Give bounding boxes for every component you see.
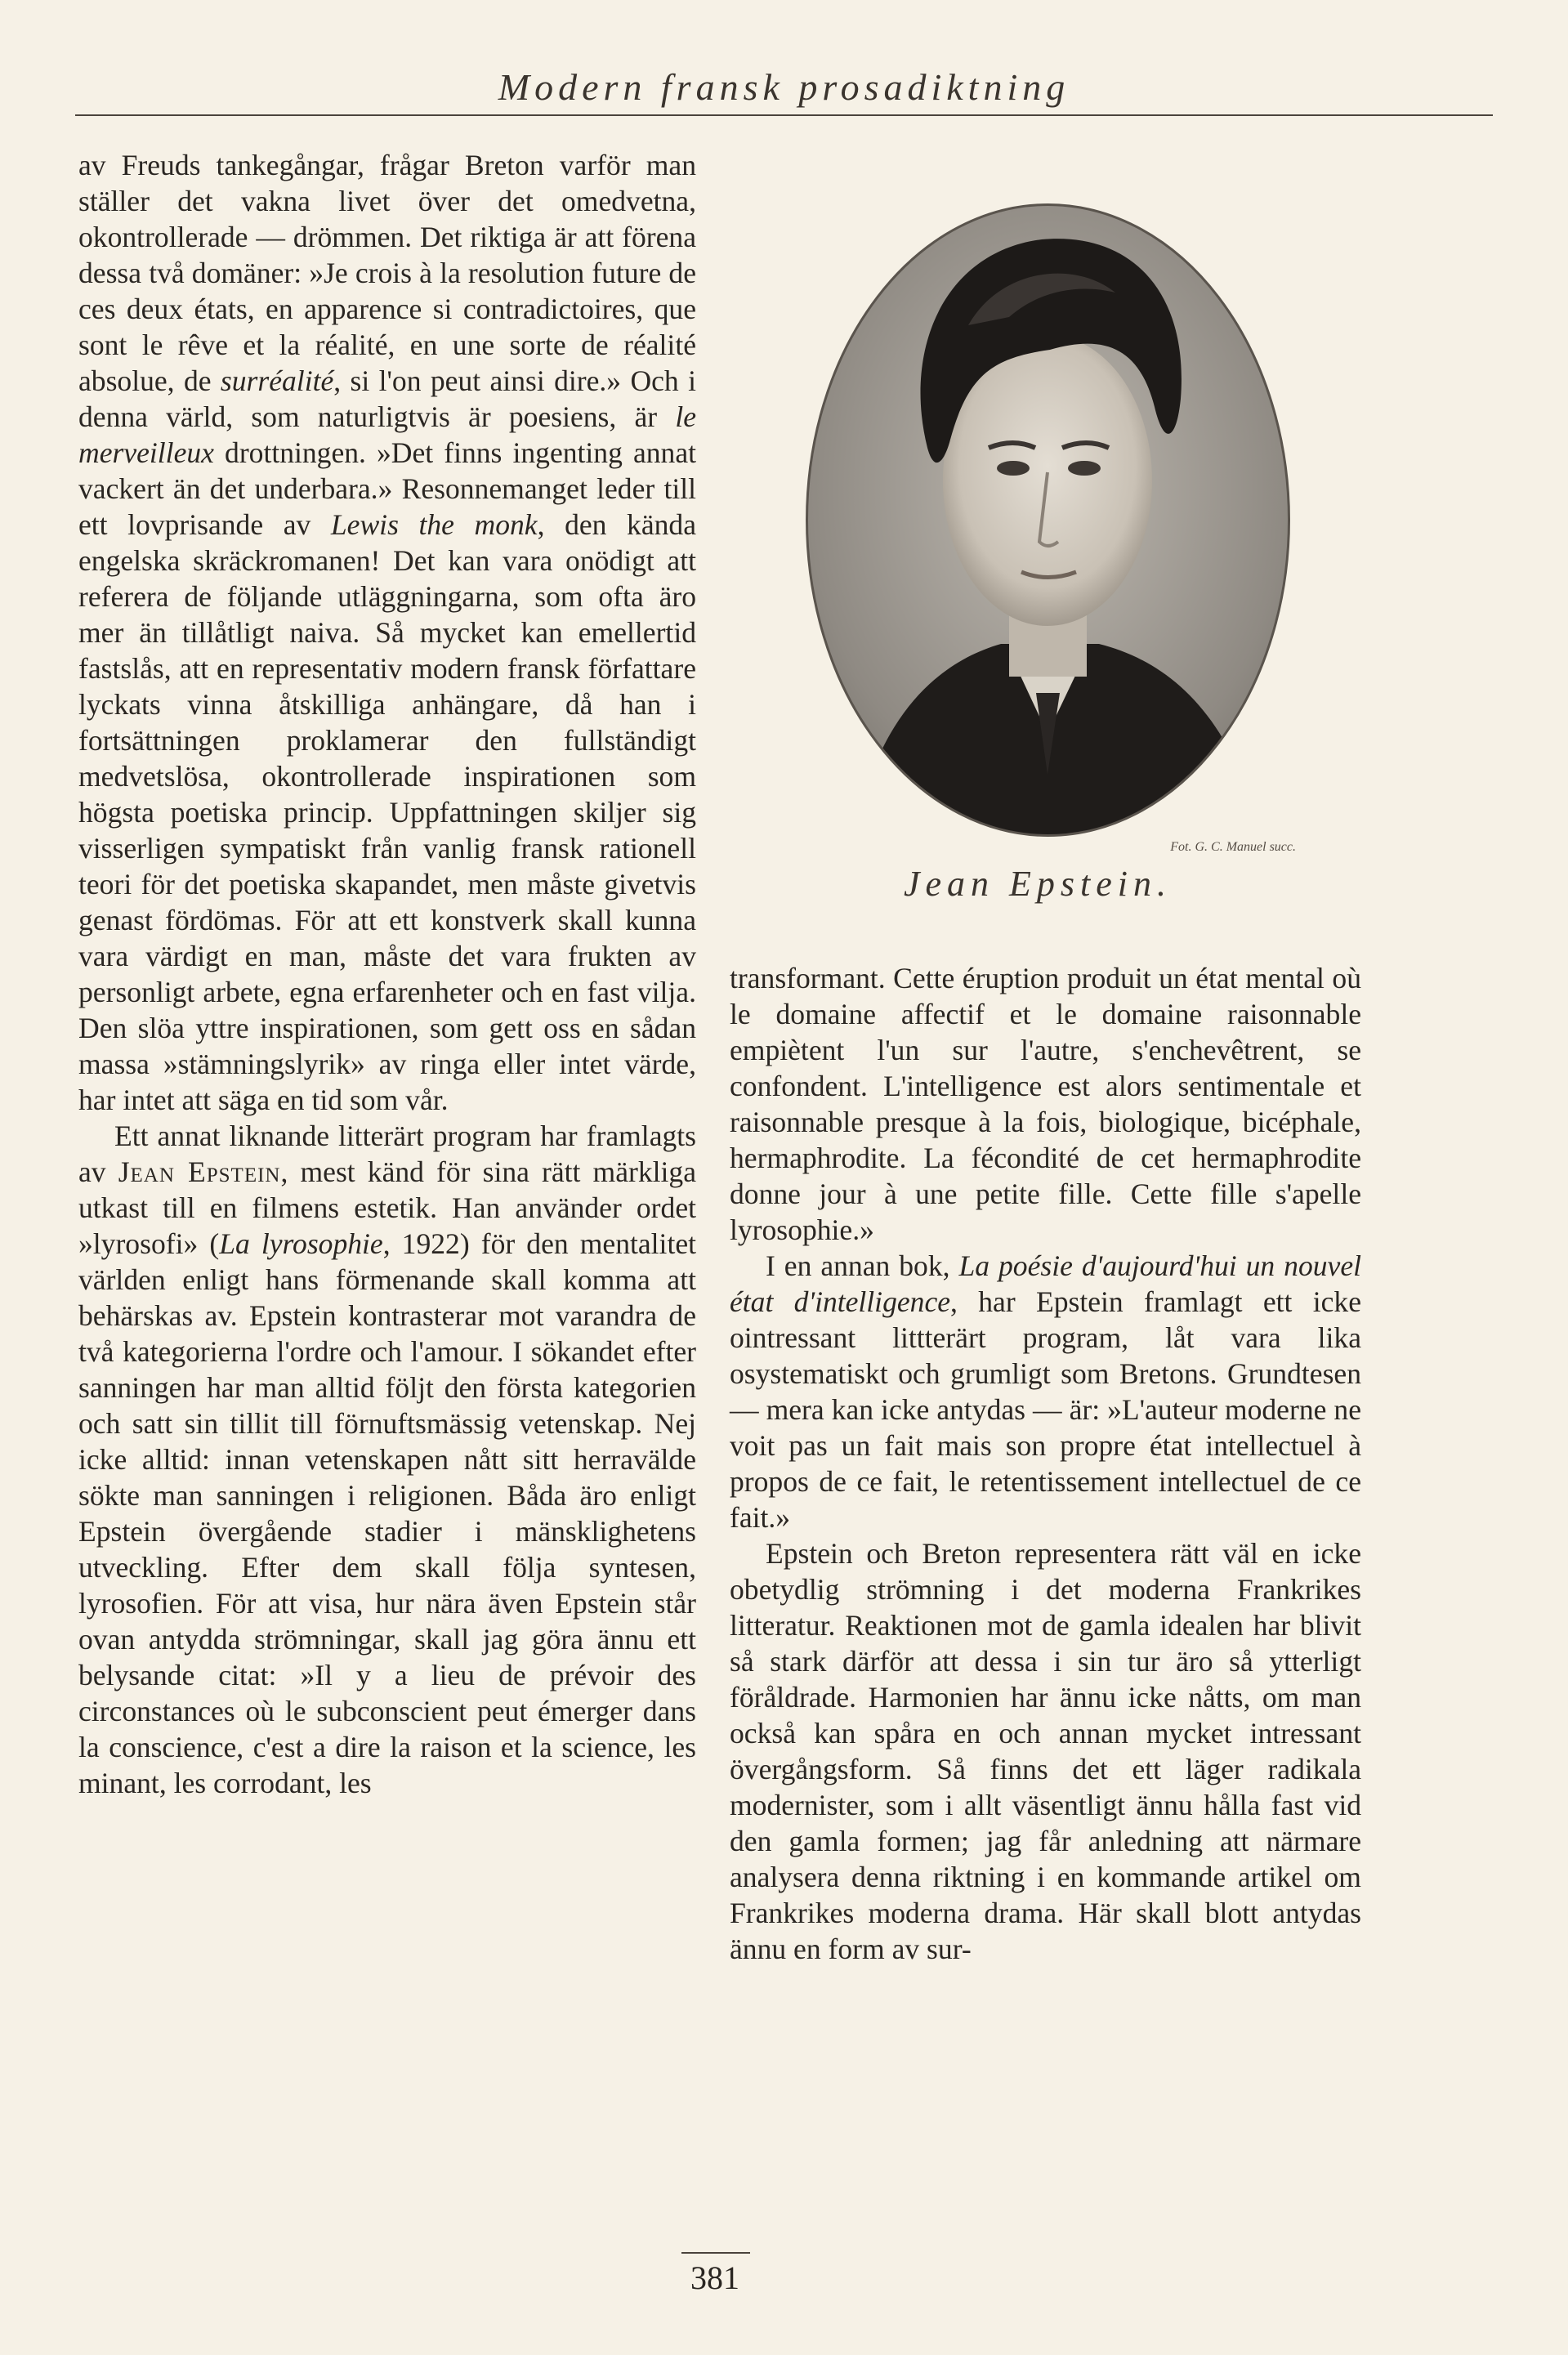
page-number: 381: [690, 2259, 739, 2296]
paragraph: Epstein och Breton representera rätt väl en icke obetydlig strömning i det moderna Frankrikes litteratur. Reaktionen mot de gamla idealen har blivit så stark därför att dessa i sin tur äro så ytterligt föråldrade. Harmonien har ännu icke nåtts, om man också kan spåra en och annan mycket intressant övergångsform. Så finns det ett läger radikala modernister, som i allt väsentligt ännu hålla fast vid den gamla formen; jag får anledning att närmare analysera denna riktning i en kommande artikel om Frankrikes moderna drama. Här skall blott antydas ännu en form av sur-: [730, 1537, 1361, 1965]
portrait-photo: [805, 203, 1291, 838]
paragraph: I en annan bok, La poésie d'aujourd'hui un nouvel état d'intelligence, har Epstein framlagt ett icke ointressant littterärt program, låt vara lika osystematiskt och grumligt som Bretons. Grundtesen — mera kan icke antydas — är: »L'auteur moderne ne voit pas un fait mais son propre état intellectuel à propos de ce fait, le retentissement intellectuel de ce fait.»: [730, 1249, 1361, 1534]
paragraph: av Freuds tankegångar, frågar Breton varför man ställer det vakna livet över det omedvetna, okontrollerade — drömmen. Det riktiga är att förena dessa två domäner: »Je crois à la resolution future de ces deux états, en apparence si contradictoires, que sont le rêve et la réalité, en une sorte de réalité absolue, de surréalité, si l'on peut ainsi dire.» Och i denna värld, som naturligtvis är poesiens, är le merveilleux drottningen. »Det finns ingenting annat vackert än det underbara.» Resonnemanget leder till ett lovprisande av Lewis the monk, den kända engelska skräckromanen! Det kan vara onödigt att referera de följande utläggningarna, som ofta äro mer än tillåtligt naiva. Så mycket kan emellertid fastslås, att en representativ modern fransk författare lyckats vinna åtskilliga anhängare, då han i fortsättningen proklamerar den fullständigt medvetslösa, okontrollerade inspirationen som högsta poetiska princip. Uppfattningen skiljer sig visserligen sympatiskt från vanlig fransk rationell teori för det poetiska skapandet, men måste givetvis genast fördömas. För att ett konstverk skall kunna vara värdigt en man, måste det vara frukten av personligt arbete, egna erfarenheter och en fast vilja. Den slöa yttre inspirationen, som gett oss en sådan massa »stämningslyrik» av ringa eller intet värde, har intet att säga en tid som vår.: [78, 149, 696, 1116]
page-number-rule: [681, 2252, 750, 2254]
author-name: Jean Epstein: [118, 1155, 281, 1188]
right-column: [730, 960, 1361, 1967]
photo-credit: Fot. G. C. Manuel succ.: [1170, 840, 1296, 854]
paragraph: Ett annat liknande litterärt program har framlagts av Jean Epstein, mest känd för sina rätt märkliga utkast till en filmens estetik. Han använder ordet »lyrosofi» (La lyrosophie, 1922) för den mentalitet världen enligt hans förmenande skall komma att behärskas av. Epstein kontrasterar mot varandra de två kategorierna l'ordre och l'amour. I sökandet efter sanningen har man alltid följt den första kategorien och satt sin tillit till förnuftsmässig vetenskap. Nej icke alltid: innan vetenskapen nått sitt herravälde sökte man sanningen i religionen. Båda äro enligt Epstein övergående stadier i mänsklighetens utveckling. Efter dem skall följa syntesen, lyrosofien. För att visa, hur nära även Epstein står ovan antydda strömningar, skall jag göra ännu ett belysande citat: »Il y a lieu de prévoir des circonstances où le subconscient peut émerger dans la conscience, c'est a dire la raison et la science, les minant, les corrodant, les: [78, 1119, 697, 1799]
running-title: Modern fransk prosadiktning: [498, 66, 1070, 108]
left-column: [78, 147, 696, 1801]
paragraph: transformant. Cette éruption produit un état mental où le domaine affectif et le domaine raisonnable empiètent l'un sur l'autre, s'enchevêtrent, se confondent. L'intelligence est alors sentimentale et raisonnable presque à la fois, biologique, bicéphale, hermaphrodite. La fécondité de cet hermaphrodite donne jour à une petite fille. Cette fille s'apelle lyrosophie.»: [730, 962, 1361, 1246]
photo-caption: Jean Epstein.: [903, 864, 1173, 904]
header-rule: [75, 114, 1493, 116]
